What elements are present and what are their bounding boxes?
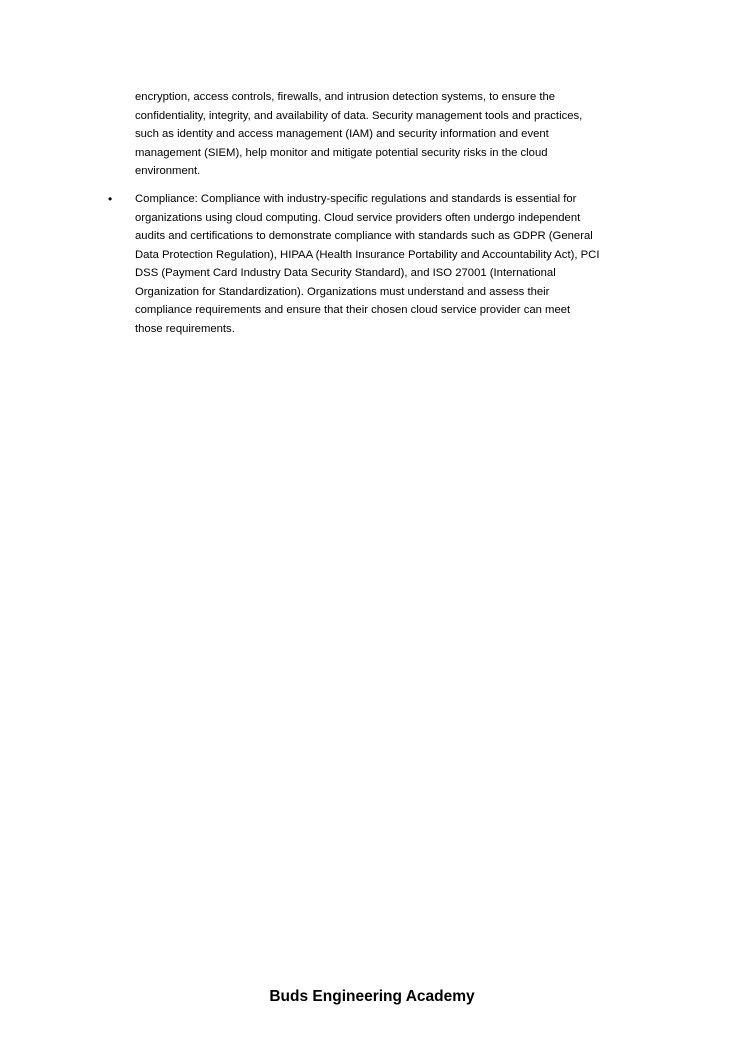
compliance-text: Compliance: Compliance with industry-specific regulations and standards is essential for organizations using cloud computing. Cloud service providers often undergo independent audits and certifications to demonstrate compliance with standards such as GDPR (General Data Protection Regulation), HIPAA (Health Insurance Portability and Accountability Act), PCI DSS (Payment Card Industry Data Security Standard), and ISO 27001 (International Organization for Standardization). Organizations must understand and assess their compliance requirements and ensure that their chosen cloud service provider can meet those requirements. <box>135 193 600 335</box>
bullet-icon: • <box>108 192 113 206</box>
security-paragraph-continued: encryption, access controls, firewalls, and intrusion detection systems, to ensure the confidentiality, integrity, and availability of data. Security management tools and practices, such as identity and access management (IAM) and security information and event management (SIEM), help monitor and mitigate potential security risks in the cloud environment. <box>135 91 583 177</box>
page-footer: Buds Engineering Academy <box>269 988 475 1005</box>
